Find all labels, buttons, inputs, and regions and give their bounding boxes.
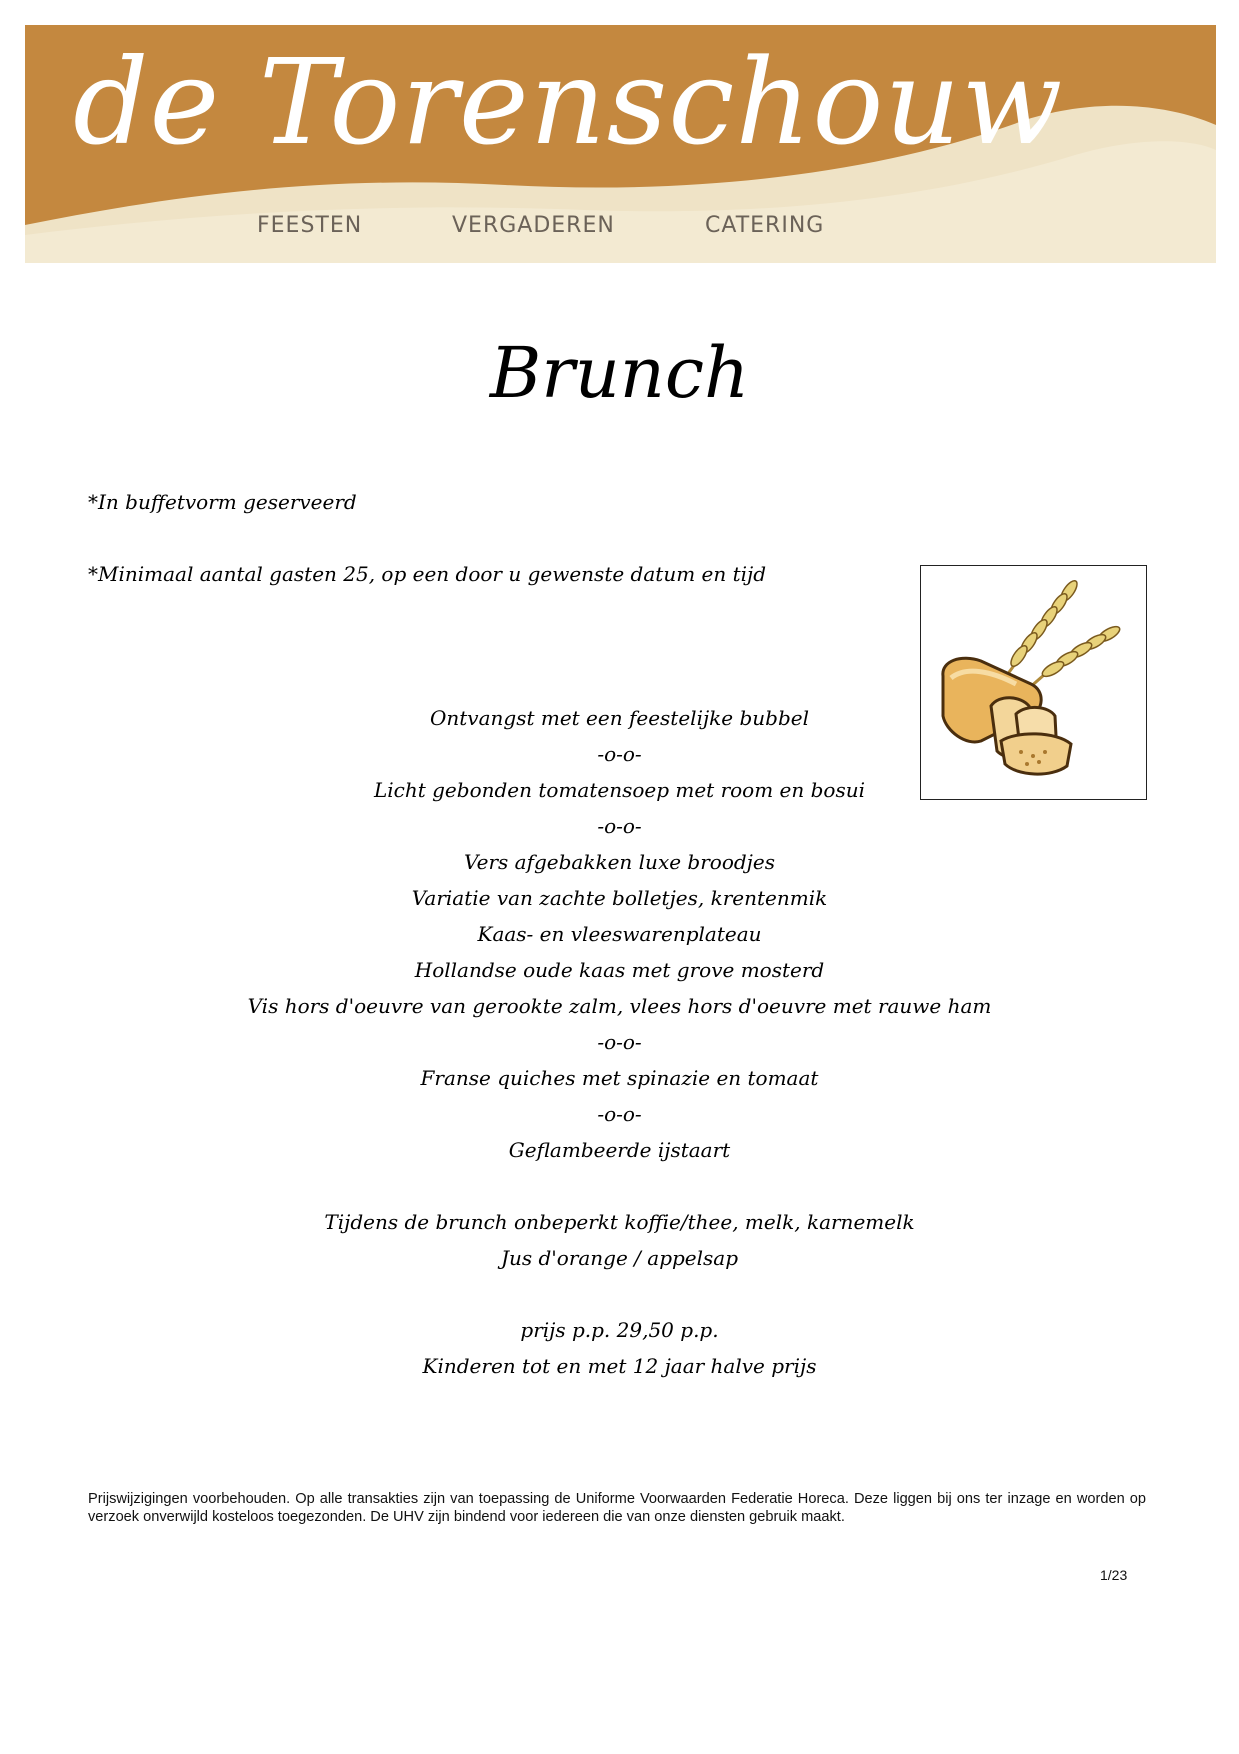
- header-banner: [25, 25, 1216, 263]
- menu-drinks: Tijdens de brunch onbeperkt koffie/thee, melk, karnemelk: [324, 1210, 915, 1234]
- nav-catering[interactable]: CATERING: [705, 213, 825, 238]
- menu-course: Franse quiches met spinazie en tomaat: [420, 1066, 819, 1090]
- menu-separator: -o-o-: [597, 1102, 642, 1126]
- footer-disclaimer: Prijswijzigingen voorbehouden. Op alle transakties zijn van toepassing de Uniforme Voorwaarden Federatie Horeca. Deze liggen bij ons ter inzage en worden op verzoek onverwijld kosteloos toegezonden. De UHV zijn bindend voor iedereen die van onze diensten gebruik maakt.: [88, 1491, 1146, 1525]
- nav-vergaderen[interactable]: VERGADEREN: [452, 213, 615, 238]
- menu-price: prijs p.p. 29,50 p.p.: [520, 1318, 719, 1342]
- menu-separator: -o-o-: [597, 742, 642, 766]
- page-title: Brunch: [489, 332, 750, 414]
- menu-drinks: Jus d'orange / appelsap: [500, 1246, 739, 1270]
- menu-course: Vers afgebakken luxe broodjes: [464, 850, 775, 874]
- menu-course: Variatie van zachte bolletjes, krentenmik: [411, 886, 828, 910]
- menu-separator: -o-o-: [597, 814, 642, 838]
- menu-course: Licht gebonden tomatensoep met room en bosui: [373, 778, 866, 802]
- menu-course: Geflambeerde ijstaart: [508, 1138, 731, 1162]
- note-minimum-guests: *Minimaal aantal gasten 25, op een door u gewenste datum en tijd: [88, 562, 767, 586]
- menu-spacer: [0, 1168, 1239, 1204]
- menu-separator: -o-o-: [597, 1030, 642, 1054]
- menu-course: Kaas- en vleeswarenplateau: [477, 922, 762, 946]
- menu-course: Vis hors d'oeuvre van gerookte zalm, vlees hors d'oeuvre met rauwe ham: [247, 994, 992, 1018]
- nav-feesten[interactable]: FEESTEN: [257, 213, 363, 238]
- menu-children-price: Kinderen tot en met 12 jaar halve prijs: [422, 1354, 817, 1378]
- menu: [0, 700, 1239, 1384]
- note-buffet: *In buffetvorm geserveerd: [88, 490, 357, 514]
- brand-logo: de Torenschouw: [73, 33, 1064, 171]
- page-number: 1/23: [1100, 1567, 1128, 1583]
- menu-spacer: [0, 1276, 1239, 1312]
- menu-course: Hollandse oude kaas met grove mosterd: [414, 958, 825, 982]
- menu-course: Ontvangst met een feestelijke bubbel: [429, 706, 810, 730]
